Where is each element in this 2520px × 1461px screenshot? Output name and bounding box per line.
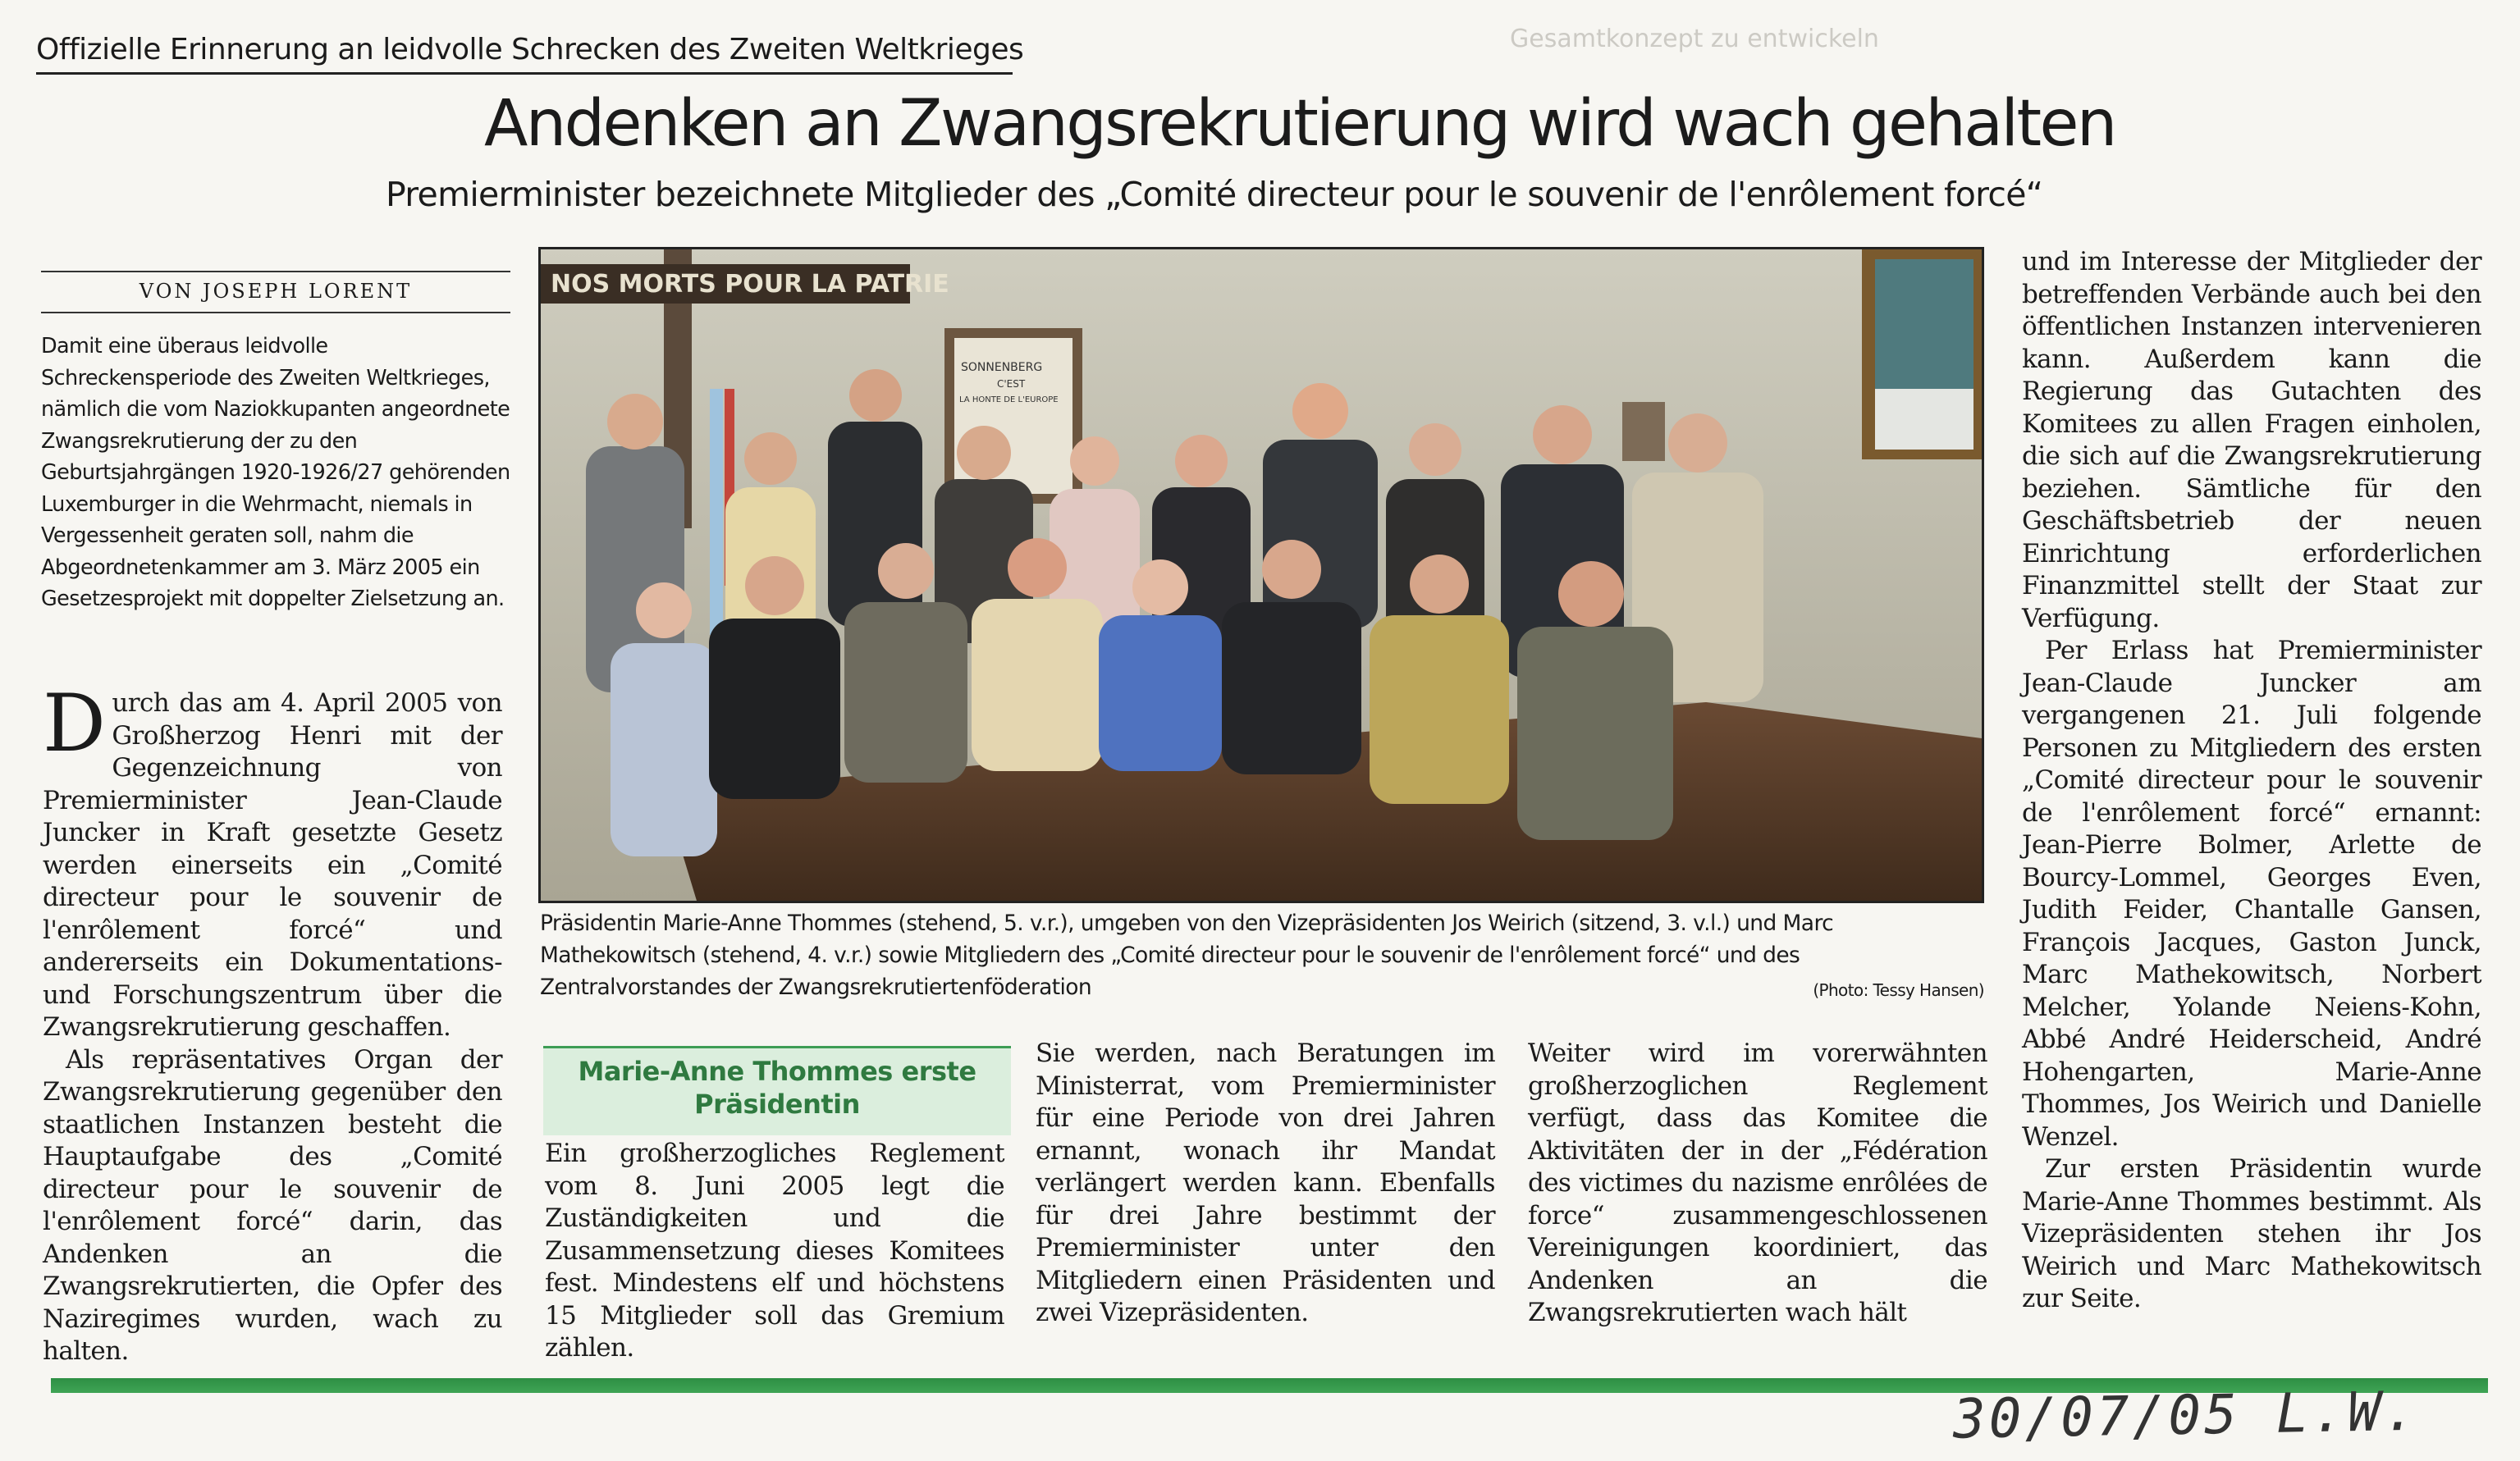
- dropcap: D: [43, 678, 106, 769]
- photo-credit: (Photo: Tessy Hansen): [1813, 980, 1984, 1000]
- plaque-line-1: SONNENBERG: [961, 361, 1043, 374]
- photo-caption: [540, 907, 1984, 1007]
- col1-paragraph-1: Durch das am 4. April 2005 von Großherzog Henri mit der Gegenzeichnung von Premierminister Jean-Claude Juncker in Kraft gesetzte Gesetz werden einerseits ein „Comité directeur pour le souvenir de l'enrôlement forcé“ und andererseits ein Dokumentations- und Forschungszentrum über die Zwangsrekrutierung geschaffen.: [43, 678, 502, 1042]
- plaque-line-3: LA HONTE DE L'EUROPE: [959, 395, 1059, 404]
- byline: VON JOSEPH LORENT: [41, 271, 510, 313]
- caption-text: Präsidentin Marie-Anne Thommes (stehend, 5. v.r.), umgeben von den Vizepräsidenten Jos Weirich (sitzend, 3. v.l.) und Marc Mathekowitsch (stehend, 4. v.r.) sowie Mitgliedern des „Comité directeur pour le souvenir de l'enrôlement forcé“ und des Zentralvorstandes der Zwangsrekrutiertenföderation: [540, 911, 1834, 1000]
- headline: Andenken an Zwangsrekrutierung wird wach gehalten: [484, 87, 2115, 161]
- column-3: Sie werden, nach Beratungen im Ministerrat, vom Premierminister für eine Periode von drei Jahren ernannt, wonach ihr Mandat verlängert werden kann. Ebenfalls für drei Jahre bestimmt der Premierminister unter den Mitgliedern einen Präsidenten und zwei Vizepräsidenten.: [1036, 1039, 1495, 1327]
- handwritten-date: 30/07/05 L.W.: [1952, 1379, 2421, 1451]
- section-subtitle: Marie-Anne Thommes erste Präsidentin: [543, 1046, 1011, 1135]
- col5-paragraph-3: Zur ersten Präsidentin wurde Marie-Anne Thommes bestimmt. Als Vizepräsidenten stehen ihr Jos Weirich und Marc Mathekowitsch zur Seite.: [2022, 1154, 2481, 1313]
- column-2: Ein großherzogliches Reglement vom 8. Juni 2005 legt die Zuständigkeiten und die Zusammensetzung dieses Komitees fest. Mindestens elf und höchstens 15 Mitglieder soll das Gremium zählen.: [545, 1139, 1004, 1363]
- col5-paragraph-2: Per Erlass hat Premierminister Jean-Claude Juncker am vergangenen 21. Juli folgende Personen zu Mitgliedern des ersten „Comité directeur pour le souvenir de l'enrôlement forcé“ ernannt: Jean-Pierre Bolmer, Arlette de Bourcy-Lommel, Georges Even, Judith Feider, Chantalle Gansen, François Jacques, Gaston Junck, Marc Mathekowitsch, Norbert Melcher, Yolande Neiens-Kohn, Abbé André Heiderscheid, André Hohengarten, Marie-Anne Thommes, Jos Weirich und Danielle Wenzel.: [2022, 636, 2481, 1152]
- subheadline: Premierminister bezeichnete Mitglieder des „Comité directeur pour le souvenir de l'enrôlement forcé“: [386, 175, 2043, 214]
- intro-paragraph: Damit eine überaus leidvolle Schreckensperiode des Zweiten Weltkrieges, nämlich die vom Naziokkupanten angeordnete Zwangsrekrutierung der zu den Geburtsjahrgängen 1920-1926/27 gehörenden Luxemburger in die Wehrmacht, niemals in Vergessenheit geraten soll, nahm die Abgeordnetenkammer am 3. März 2005 ein Gesetzesprojekt mit doppelter Zielsetzung an.: [41, 334, 510, 611]
- col5-paragraph-1: und im Interesse der Mitglieder der betreffenden Verbände auch bei den öffentlichen Instanzen intervenieren kann. Außerdem kann die Regierung das Gutachten des Komitees zu allen Fragen einholen, die sich auf die Zwangsrekrutierung beziehen. Sämtliche für den Geschäftsbetrieb der neuen Einrichtung erforderlichen Finanzmittel stellt der Staat zur Verfügung.: [2022, 247, 2481, 633]
- group-photo-illustration: [541, 249, 1982, 901]
- plaque-line-2: C'EST: [997, 378, 1026, 390]
- kicker: Offizielle Erinnerung an leidvolle Schrecken des Zweiten Weltkrieges: [36, 28, 1013, 75]
- group-photo: [538, 247, 1984, 903]
- bleed-through-text: Gesamtkonzept zu entwickeln: [1510, 25, 1879, 53]
- photo-banner-text: NOS MORTS POUR LA PATRIE: [551, 270, 949, 299]
- col1-paragraph-2: Als repräsentatives Organ der Zwangsrekrutierung gegenüber den staatlichen Instanzen besteht die Hauptaufgabe des „Comité directeur pour le souvenir de l'enrôlement forcé“ darin, das Andenken an die Zwangsrekrutierten, die Opfer des Naziregimes wurden, wach zu halten.: [43, 1044, 502, 1366]
- column-4: Weiter wird im vorerwähnten großherzoglichen Reglement verfügt, dass das Komitee die Aktivitäten der in der „Fédération des victimes du nazisme enrôlées de force“ zusammengeschlossenen Vereinigungen koordiniert, das Andenken an die Zwangsrekrutierten wach hält: [1528, 1039, 1987, 1327]
- column-5: [2022, 246, 2481, 1316]
- column-1: [43, 678, 502, 1368]
